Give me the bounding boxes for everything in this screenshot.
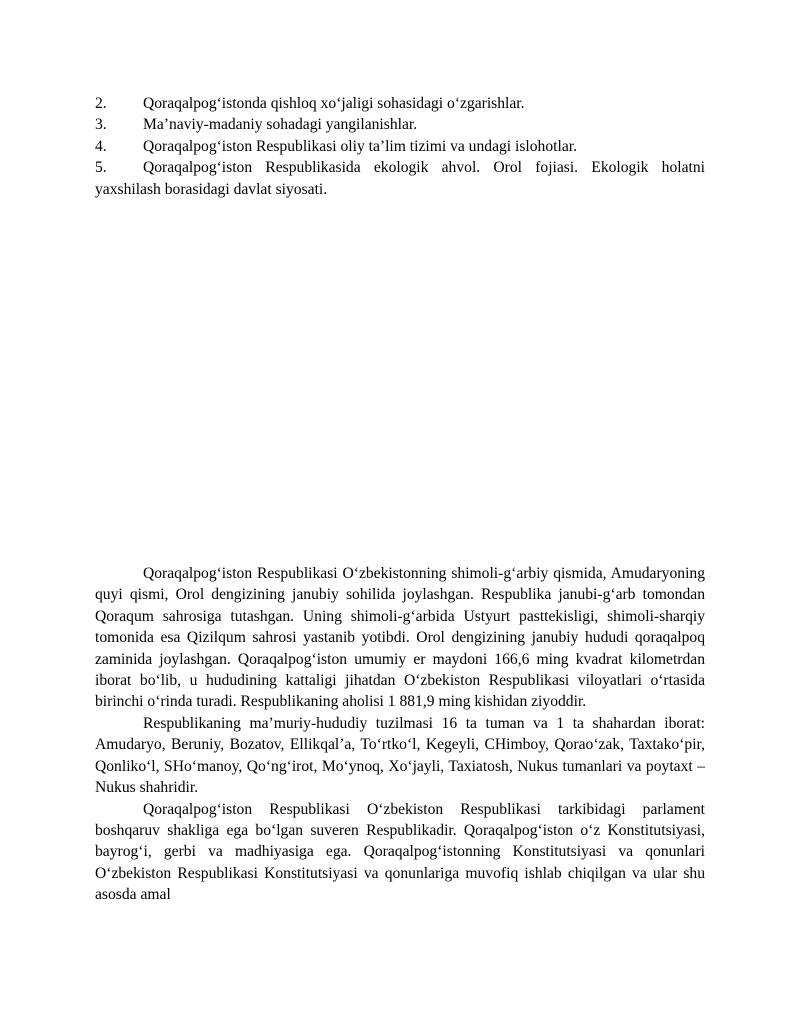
document-page xyxy=(95,93,705,906)
list-item-text: Ma’naviy-madaniy sohadagi yangilanishlar. xyxy=(143,116,418,134)
paragraph-location: Qoraqalpog‘iston Respublikasi O‘zbekistonning shimoli-g‘arbiy qismida, Amudaryoning quyi qismi, Orol dengizining janubiy sohilida joylashgan. Respublika janubi-g‘arb tomondan Qoraqum sahrosiga tutashgan. Uning shimoli-g‘arbida Ustyurt pasttekisligi, shimoli-sharqiy tomonida esa Qizilqum sahrosi yastanib yotibdi. Orol dengizining janubiy hududi qoraqalpoq zaminida joylashgan. Qoraqalpog‘iston umumiy er maydoni 166,6 ming kvadrat kilometrdan iborat bo‘lib, u hududining kattaligi jihatdan O‘zbekiston Respublikasi viloyatlari o‘rtasida birinchi o‘rinda turadi. Respublikaning aholisi 1 881,9 ming kishidan ziyoddir. xyxy=(95,565,705,711)
list-item-text: Qoraqalpog‘iston Respublikasi oliy ta’lim tizimi va undagi islohotlar. xyxy=(143,137,577,155)
list-item xyxy=(95,114,705,135)
list-item-text: Qoraqalpog‘iston Respublikasida ekologik ahvol. Orol fojiasi. Ekologik holatni yaxshilash borasidagi davlat siyosati. xyxy=(95,159,705,198)
list-item-number: 3. xyxy=(95,116,107,134)
list-item-text: Qoraqalpog‘istonda qishloq xo‘jaligi sohasidagi o‘zgarishlar. xyxy=(143,95,525,112)
list-item xyxy=(95,136,705,157)
list-item-number: 4. xyxy=(95,137,107,155)
list-item-number: 5. xyxy=(95,159,107,177)
blank-space xyxy=(95,200,705,563)
list-item-number: 2. xyxy=(95,95,107,112)
list-item xyxy=(95,93,705,114)
paragraph-government: Qoraqalpog‘iston Respublikasi O‘zbekiston Respublikasi tarkibidagi parlament boshqaruv shakliga ega bo‘lgan suveren Respublikadir. Qoraqalpog‘iston o‘z Konstitutsiyasi, bayrog‘i, gerbi va madhiyasiga ega. Qoraqalpog‘istonning Konstitutsiyasi va qonunlari O‘zbekiston Respublikasi Konstitutsiyasi va qonunlariga muvofiq ishlab chiqilgan va ular shu asosda amal xyxy=(95,800,705,904)
paragraph-administrative-structure: Respublikaning ma’muriy-hududiy tuzilmasi 16 ta tuman va 1 ta shahardan iborat: Amudaryo, Beruniy, Bozatov, Ellikqal’a, To‘rtko‘l, Kegeyli, CHimboy, Qorao‘zak, Taxtako‘pir, Qonliko‘l, SHo‘manoy, Qo‘ng‘irot, Mo‘ynoq, Xo‘jayli, Taxiatosh, Nukus tumanlari va poytaxt – Nukus shahridir. xyxy=(95,714,705,797)
list-item xyxy=(95,157,705,200)
